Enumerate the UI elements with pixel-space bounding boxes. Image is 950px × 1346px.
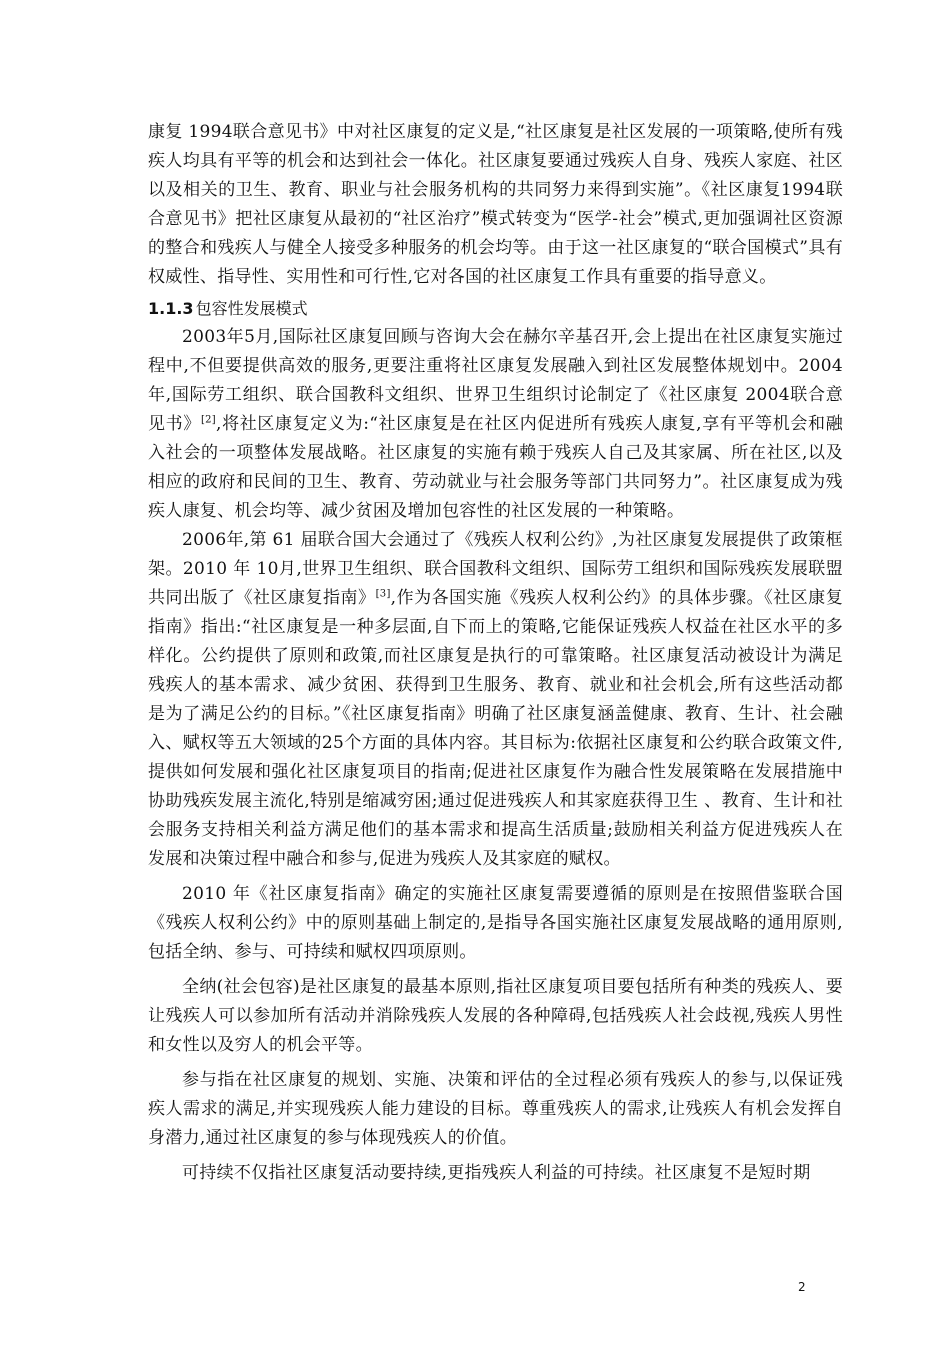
section-heading [148, 294, 843, 323]
paragraph-2006-2010: 2006年,第 61 届联合国大会通过了《残疾人权利公约》,为社区康复发展提供了政策框架。2010 年 10月,世界卫生组织、联合国教科文组织、国际劳工组织和国际残疾发展联盟共同出版了《社区康复指南》[3],作为各国实施《残疾人权利公约》的具体步骤。《社区康复指南》指出:“社区康复是一种多层面,自下而上的策略,它能保证残疾人权益在社区水平的多样化。公约提供了原则和政策,而社区康复是执行的可靠策略。社区康复活动被设计为满足残疾人的基本需求、减少贫困、获得到卫生服务、教育、就业和社会机会,所有这些活动都是为了满足公约的目标。”《社区康复指南》明确了社区康复涵盖健康、教育、生计、社会融入、赋权等五大领域的25个方面的具体内容。其目标为:依据社区康复和公约联合政策文件,提供如何发展和强化社区康复项目的指南;促进社区康复作为融合性发展策略在发展措施中协助残疾发展主流化,特别是缩减穷困;通过促进残疾人和其家庭获得卫生 、教育、生计和社会服务支持相关利益方满足他们的基本需求和提高生活质量;鼓励相关利益方促进残疾人在发展和决策过程中融合和参与,促进为残疾人及其家庭的赋权。 [148, 530, 843, 869]
paragraph-2003-2004: 2003年5月,国际社区康复回顾与咨询大会在赫尔辛基召开,会上提出在社区康复实施过程中,不但要提供高效的服务,更要注重将社区康复发展融入到社区发展整体规划中。2004年,国际劳工组织、联合国教科文组织、世界卫生组织讨论制定了《社区康复 2004联合意见书》[2],将社区康复定义为:“社区康复是在社区内促进所有残疾人康复,享有平等机会和融入社会的一项整体发展战略。社区康复的实施有赖于残疾人自己及其家属、所在社区,以及相应的政府和民间的卫生、教育、劳动就业与社会服务等部门共同努力”。社区康复成为残疾人康复、机会均等、减少贫困及增加包容性的社区发展的一种策略。 [148, 327, 844, 521]
page-number: 2 [798, 1280, 806, 1294]
paragraph-sustainability: 可持续不仅指社区康复活动要持续,更指残疾人利益的可持续。社区康复不是短时期 [182, 1163, 811, 1183]
paragraph-inclusion: 全纳(社会包容)是社区康复的最基本原则,指社区康复项目要包括所有种类的残疾人、要让残疾人可以参加所有活动并消除残疾人发展的各种障碍,包括残疾人社会歧视,残疾人男性和女性以及穷人的机会平等。 [148, 977, 843, 1055]
citation-ref-2: [2] [200, 414, 217, 426]
paragraph-principles: 2010 年《社区康复指南》确定的实施社区康复需要遵循的原则是在按照借鉴联合国《残疾人权利公约》中的原则基础上制定的,是指导各国实施社区康复发展战略的通用原则, 包括全纳、参与、可持续和赋权四项原则。 [148, 884, 843, 962]
paragraph-unicef-definition: 康复 1994联合意见书》中对社区康复的定义是,“社区康复是社区发展的一项策略,使所有残疾人均具有平等的机会和达到社会一体化。社区康复要通过残疾人自身、残疾人家庭、社区以及相关的卫生、教育、职业与社会服务机构的共同努力来得到实施”。《社区康复1994联合意见书》把社区康复从最初的“社区治疗”模式转变为“医学-社会”模式,更加强调社区资源的整合和残疾人与健全人接受多种服务的机会均等。由于这一社区康复的“联合国模式”具有权威性、指导性、实用性和可行性,它对各国的社区康复工作具有重要的指导意义。 [148, 122, 843, 287]
document-body [148, 118, 843, 1188]
section-title: 包容性发展模式 [195, 299, 308, 318]
citation-ref-3: [3] [375, 588, 391, 600]
paragraph-participation: 参与指在社区康复的规划、实施、决策和评估的全过程必须有残疾人的参与,以保证残疾人需求的满足,并实现残疾人能力建设的目标。尊重残疾人的需求,让残疾人有机会发挥自身潜力,通过社区康复的参与体现残疾人的价值。 [148, 1070, 843, 1148]
section-number: 1.1.3 [148, 299, 194, 318]
